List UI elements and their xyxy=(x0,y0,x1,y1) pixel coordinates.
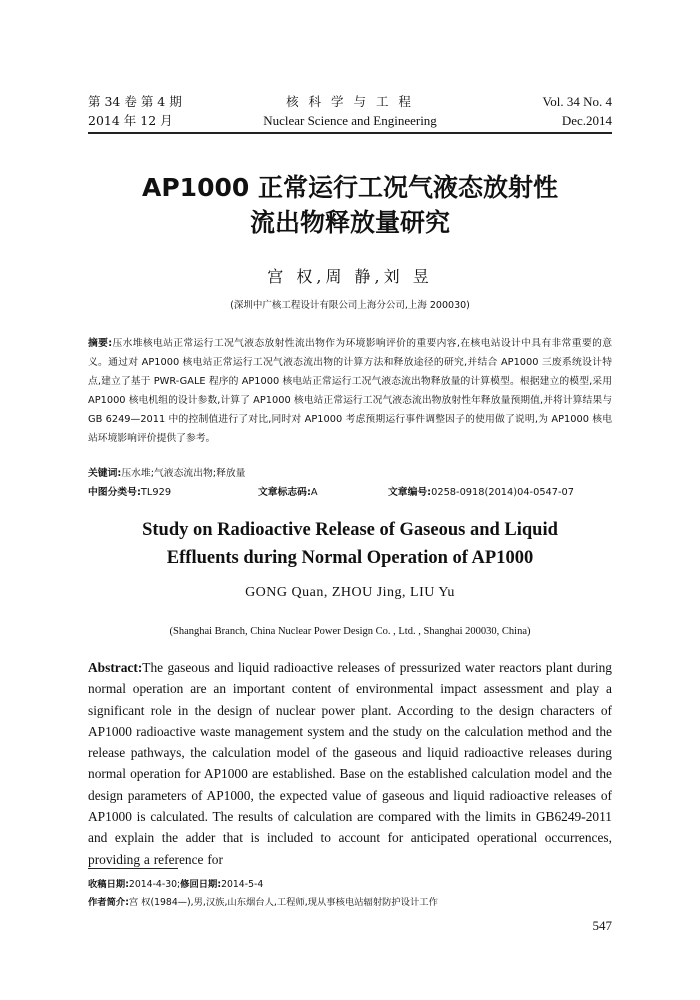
doc-code-label: 文章标志码: xyxy=(258,487,311,498)
keywords-cn-label: 关键词: xyxy=(88,468,122,479)
page-number: 547 xyxy=(592,918,612,933)
title-cn-line1: AP1000 正常运行工况气液态放射性 xyxy=(142,173,558,202)
abstract-en-label: Abstract: xyxy=(88,660,143,675)
clc-label: 中图分类号: xyxy=(88,487,141,498)
abstract-en xyxy=(88,657,612,870)
affiliation-en: (Shanghai Branch, China Nuclear Power Design Co. , Ltd. , Shanghai 200030, China) xyxy=(169,626,531,637)
article-id xyxy=(388,484,574,498)
header-vol-no-en xyxy=(543,92,612,130)
clc-number xyxy=(88,484,171,498)
footnote-author-bio xyxy=(88,894,438,908)
title-en-line2: Effluents during Normal Operation of AP1000 xyxy=(166,548,534,568)
header-divider xyxy=(88,132,612,134)
article-id-value: 0258-0918(2014)04-0547-07 xyxy=(431,487,575,498)
header-right-line1: Vol. 34 No. 4 xyxy=(542,94,612,109)
affiliation-cn: (深圳中广核工程设计有限公司上海分公司,上海 200030) xyxy=(230,300,470,311)
header-journal-name xyxy=(88,92,612,130)
clc-value: TL929 xyxy=(140,487,172,498)
article-id-label: 文章编号: xyxy=(388,487,432,498)
abstract-cn-text: 压水堆核电站正常运行工况气液态放射性流出物作为环境影响评价的重要内容,在核电站设计中具有非常重要的意义。通过对 AP1000 核电站正常运行工况气液态流出物的计算方法和释放途径的研究,并结合 AP1000 三废系统设计特点,建立了基于 PWR-GALE 程序的 AP1000 核电站正常运行工况气液态流出物释放量的计算模型。根据建立的模型,采用 AP1000 核电机组的设计参数,计算了 AP1000 核电站正常运行工况气液态流出物放射性年释放量预期值,并将计算结果与 GB 6249—2011 中的控制值进行了对比,同时对 AP1000 考虑预期运行事件调整因子的使用做了说明,为 AP1000 核电站环境影响评价提供了参考。 xyxy=(88,338,612,444)
header-left-line2: 2014 年 12 月 xyxy=(88,113,173,128)
authors-en: GONG Quan, ZHOU Jing, LIU Yu xyxy=(245,585,455,600)
title-cn-line2: 流出物释放量研究 xyxy=(249,208,450,237)
abstract-cn xyxy=(88,334,612,448)
title-cn xyxy=(60,170,640,240)
footnote-dates xyxy=(88,876,263,890)
author-bio-value: 宫 权(1984—),男,汉族,山东烟台人,工程师,现从事核电站辐射防护设计工作 xyxy=(128,897,438,908)
header-right-line2: Dec.2014 xyxy=(561,113,612,128)
revised-value: 2014-5-4 xyxy=(221,879,264,890)
doc-code-value: A xyxy=(310,487,318,498)
journal-name-en: Nuclear Science and Engineering xyxy=(263,113,437,128)
received-label: 收稿日期: xyxy=(88,879,129,890)
header-left-line1: 第 34 卷 第 4 期 xyxy=(88,94,182,109)
keywords-cn-text: 压水堆;气液态流出物;释放量 xyxy=(121,468,246,479)
journal-header xyxy=(88,88,612,130)
keywords-cn xyxy=(88,466,612,482)
journal-name-cn: 核 科 学 与 工 程 xyxy=(286,94,414,109)
title-en-line1: Study on Radioactive Release of Gaseous and Liquid xyxy=(142,520,558,540)
revised-label: 修回日期: xyxy=(180,879,222,890)
classification-row xyxy=(88,484,612,500)
footnote-divider xyxy=(88,868,178,869)
author-bio-label: 作者简介: xyxy=(88,897,129,908)
received-value: 2014-4-30; xyxy=(128,879,181,890)
document-code xyxy=(258,484,318,498)
authors-cn: 宫 权,周 静,刘 昱 xyxy=(267,267,433,286)
abstract-cn-label: 摘要: xyxy=(88,338,113,349)
title-en xyxy=(60,516,640,572)
abstract-en-text: The gaseous and liquid radioactive releases of pressurized water reactors plant during normal operation are an important content of environmental impact assessment and play a significant role in the design of nuclear power plant. According to the design characters of AP1000 radioactive waste management system and the study on the calculation method and the release pathways, the calculation model of the gaseous and liquid radioactive releases during normal operation for AP1000 are established. Base on the established calculation model and the design parameters of AP1000, the expected value of gaseous and liquid radioactive releases of AP1000 is calculated. The results of calculation are compared with the limits in GB6249-2011 and explain the adder that is included to account for anticipated operational occurrences, providing a reference for xyxy=(88,660,612,867)
